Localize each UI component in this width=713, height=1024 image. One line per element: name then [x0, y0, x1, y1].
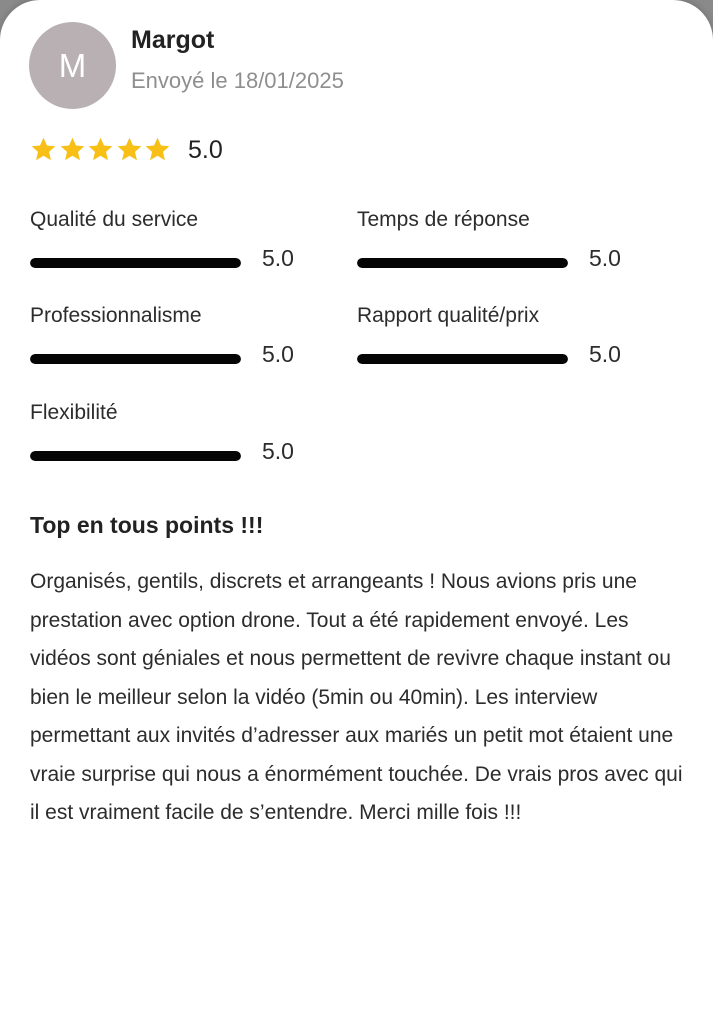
- criterion-label: Rapport qualité/prix: [357, 304, 540, 327]
- criterion-value: 5.0: [589, 245, 621, 271]
- reviewer-name: Margot: [131, 26, 215, 54]
- avatar: [29, 22, 116, 109]
- criterion-value: 5.0: [262, 438, 294, 464]
- review-title: Top en tous points !!!: [30, 512, 264, 538]
- star-icon: [144, 136, 171, 163]
- star-icon: [87, 136, 114, 163]
- criterion-professionalism: [30, 304, 330, 384]
- criterion-bar: [30, 354, 241, 364]
- criterion-bar-fill: [357, 354, 568, 364]
- criterion-label: Flexibilité: [30, 401, 118, 424]
- criterion-response-time: [357, 208, 657, 288]
- criterion-bar-fill: [30, 451, 241, 461]
- criterion-bar-fill: [357, 258, 568, 268]
- sent-date: Envoyé le 18/01/2025: [131, 68, 344, 93]
- criterion-label: Temps de réponse: [357, 208, 530, 231]
- star-icon: [30, 136, 57, 163]
- criterion-value: 5.0: [262, 245, 294, 271]
- star-icon: [116, 136, 143, 163]
- criterion-bar: [30, 258, 241, 268]
- criterion-bar: [357, 354, 568, 364]
- criterion-value: 5.0: [589, 341, 621, 367]
- criterion-bar-fill: [30, 354, 241, 364]
- criterion-bar: [357, 258, 568, 268]
- criterion-flexibility: [30, 401, 330, 481]
- star-rating: [30, 136, 173, 163]
- criterion-quality-of-service: [30, 208, 330, 288]
- avatar-initial: M: [58, 46, 87, 84]
- criterion-bar-fill: [30, 258, 241, 268]
- criterion-bar: [30, 451, 241, 461]
- star-icon: [59, 136, 86, 163]
- criterion-label: Professionnalisme: [30, 304, 202, 327]
- review-body: Organisés, gentils, discrets et arrangeants ! Nous avions pris une prestation avec option drone. Tout a été rapidement envoyé. Les vidéos sont géniales et nous permettent de revivre chaque instant ou bien le meilleur selon la vidéo (5min ou 40min). Les interview permettant aux invités d’adresser aux mariés un petit mot étaient une vraie surprise qui nous a énormément touchée. De vrais pros avec qui il est vraiment facile de s’entendre. Merci mille fois !!!: [30, 570, 683, 824]
- criterion-value-for-money: [357, 304, 657, 384]
- criterion-label: Qualité du service: [30, 208, 199, 231]
- overall-score: 5.0: [188, 136, 223, 164]
- criterion-value: 5.0: [262, 341, 294, 367]
